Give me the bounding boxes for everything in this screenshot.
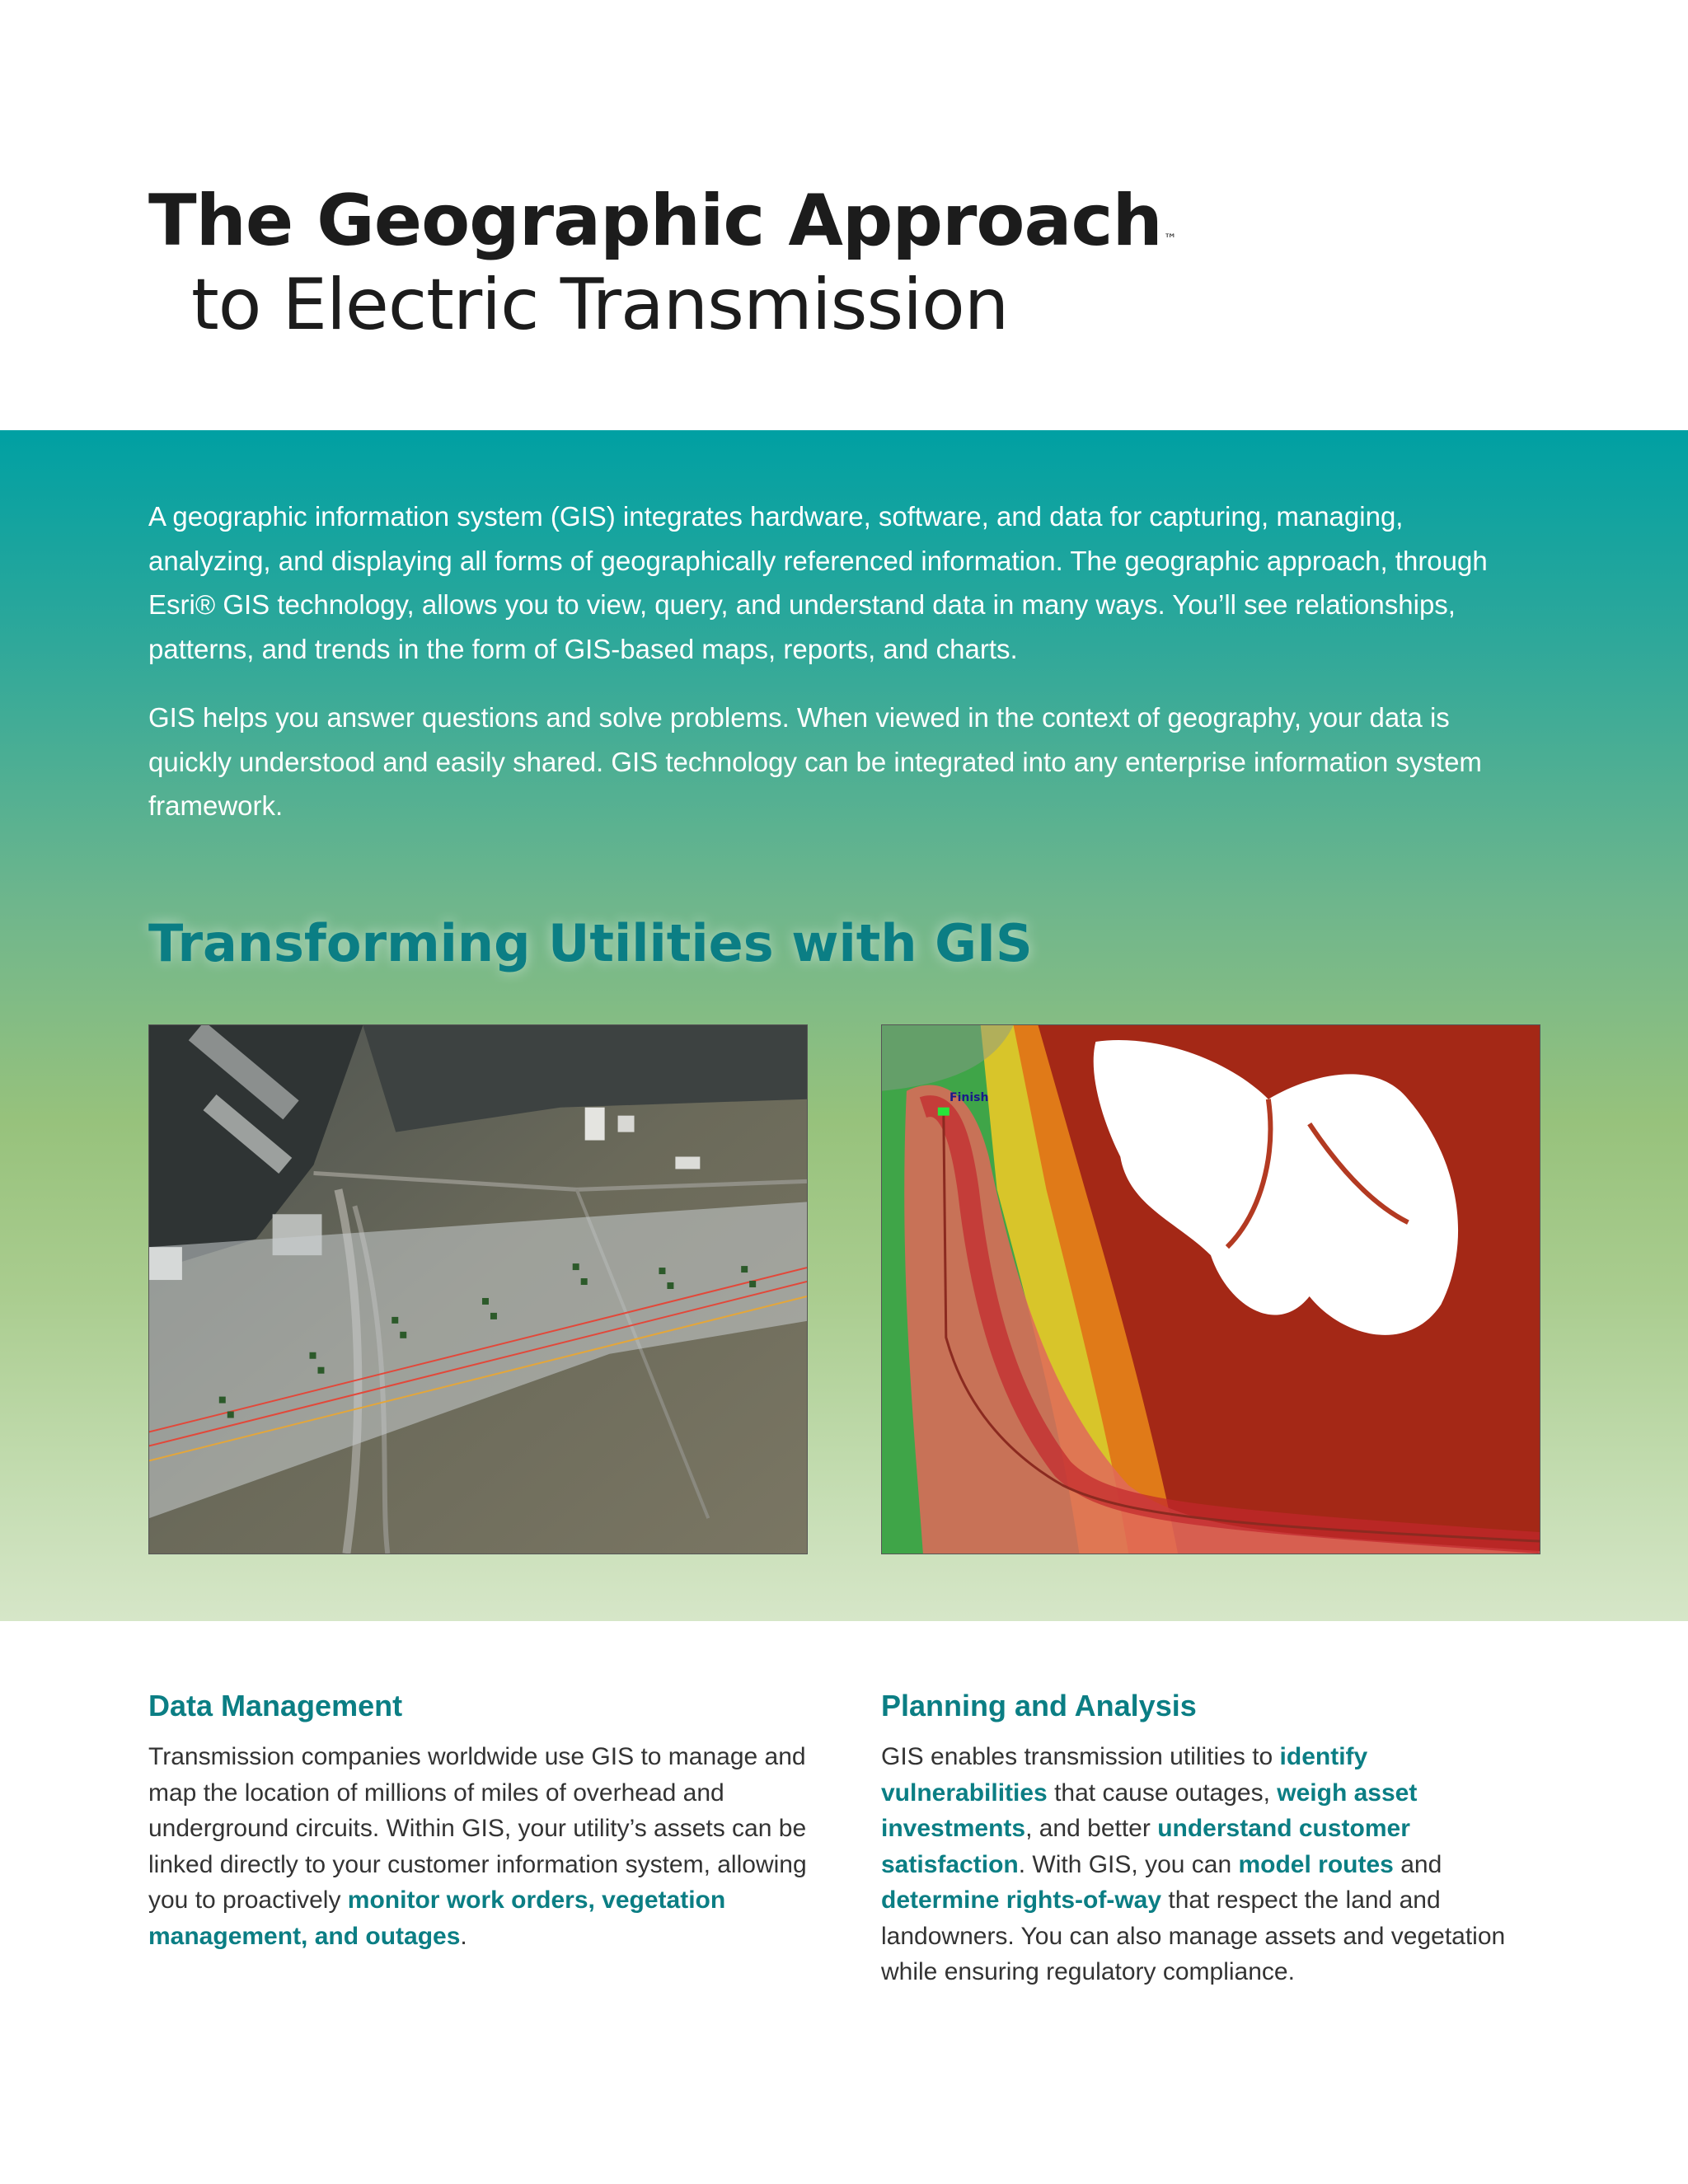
data-management-heading: Data Management: [148, 1689, 403, 1722]
pa-text-1: GIS enables transmission utilities to: [881, 1743, 1280, 1770]
finish-label: Finish: [950, 1091, 989, 1104]
pa-highlight-1: identify vulnerabilities: [881, 1743, 1368, 1807]
title-main-text: The Geographic Approach: [148, 180, 1162, 262]
pa-text-3: , and better: [1025, 1815, 1158, 1842]
dm-highlight: monitor work orders, vegetation management, and outages: [148, 1886, 726, 1950]
data-management-text: [148, 1739, 824, 1954]
dm-text-part-2: .: [460, 1922, 467, 1950]
pa-text-6: that respect the land and landowners. You can also manage assets and vegetation while ensuring regulatory compliance.: [881, 1886, 1506, 1985]
pa-text-4: . With GIS, you can: [1018, 1850, 1239, 1878]
pa-highlight-2: weigh asset investments: [881, 1779, 1418, 1842]
aerial-transmission-map: [148, 1024, 808, 1554]
intro-paragraph-1: A geographic information system (GIS) integrates hardware, software, and data for capturing, managing, analyzing, and displaying all forms of geographically referenced information. The geographic approach, through Esri® GIS technology, allows you to view, query, and understand data in many ways. You’ll see relationships, patterns, and trends in the form of GIS-based maps, reports, and charts.: [148, 501, 1488, 664]
pa-highlight-3: understand customer satisfaction: [881, 1815, 1410, 1878]
planning-heading: Planning and Analysis: [881, 1689, 1197, 1722]
dm-text-part-1: Transmission companies worldwide use GIS to manage and map the location of millions of miles of overhead and underground circuits. Within GIS, your utility’s assets can be linked directly to your customer information system, allowing you to proactively: [148, 1743, 807, 1914]
pa-text-5: and: [1393, 1850, 1442, 1878]
section-heading: Transforming Utilities with GIS: [148, 913, 1033, 973]
document-title: [148, 180, 1176, 346]
title-line-1: [148, 180, 1176, 262]
elevation-image: [882, 1025, 1540, 1554]
elevation-routing-map: [881, 1024, 1540, 1554]
aerial-image: [149, 1025, 807, 1554]
planning-analysis-section: [881, 1688, 1540, 1990]
pa-highlight-4: model routes: [1238, 1850, 1394, 1878]
data-management-section: [148, 1688, 824, 1954]
title-line-2: to Electric Transmission: [191, 264, 1009, 346]
trademark-symbol: ™: [1163, 231, 1176, 246]
pa-text-2: that cause outages,: [1047, 1779, 1278, 1807]
intro-text: [148, 494, 1500, 853]
intro-paragraph-2: GIS helps you answer questions and solve problems. When viewed in the context of geography, your data is quickly understood and easily shared. GIS technology can be integrated into any enterprise information system framework.: [148, 702, 1482, 821]
pa-highlight-5: determine rights-of-way: [881, 1886, 1162, 1914]
planning-text: [881, 1739, 1540, 1990]
